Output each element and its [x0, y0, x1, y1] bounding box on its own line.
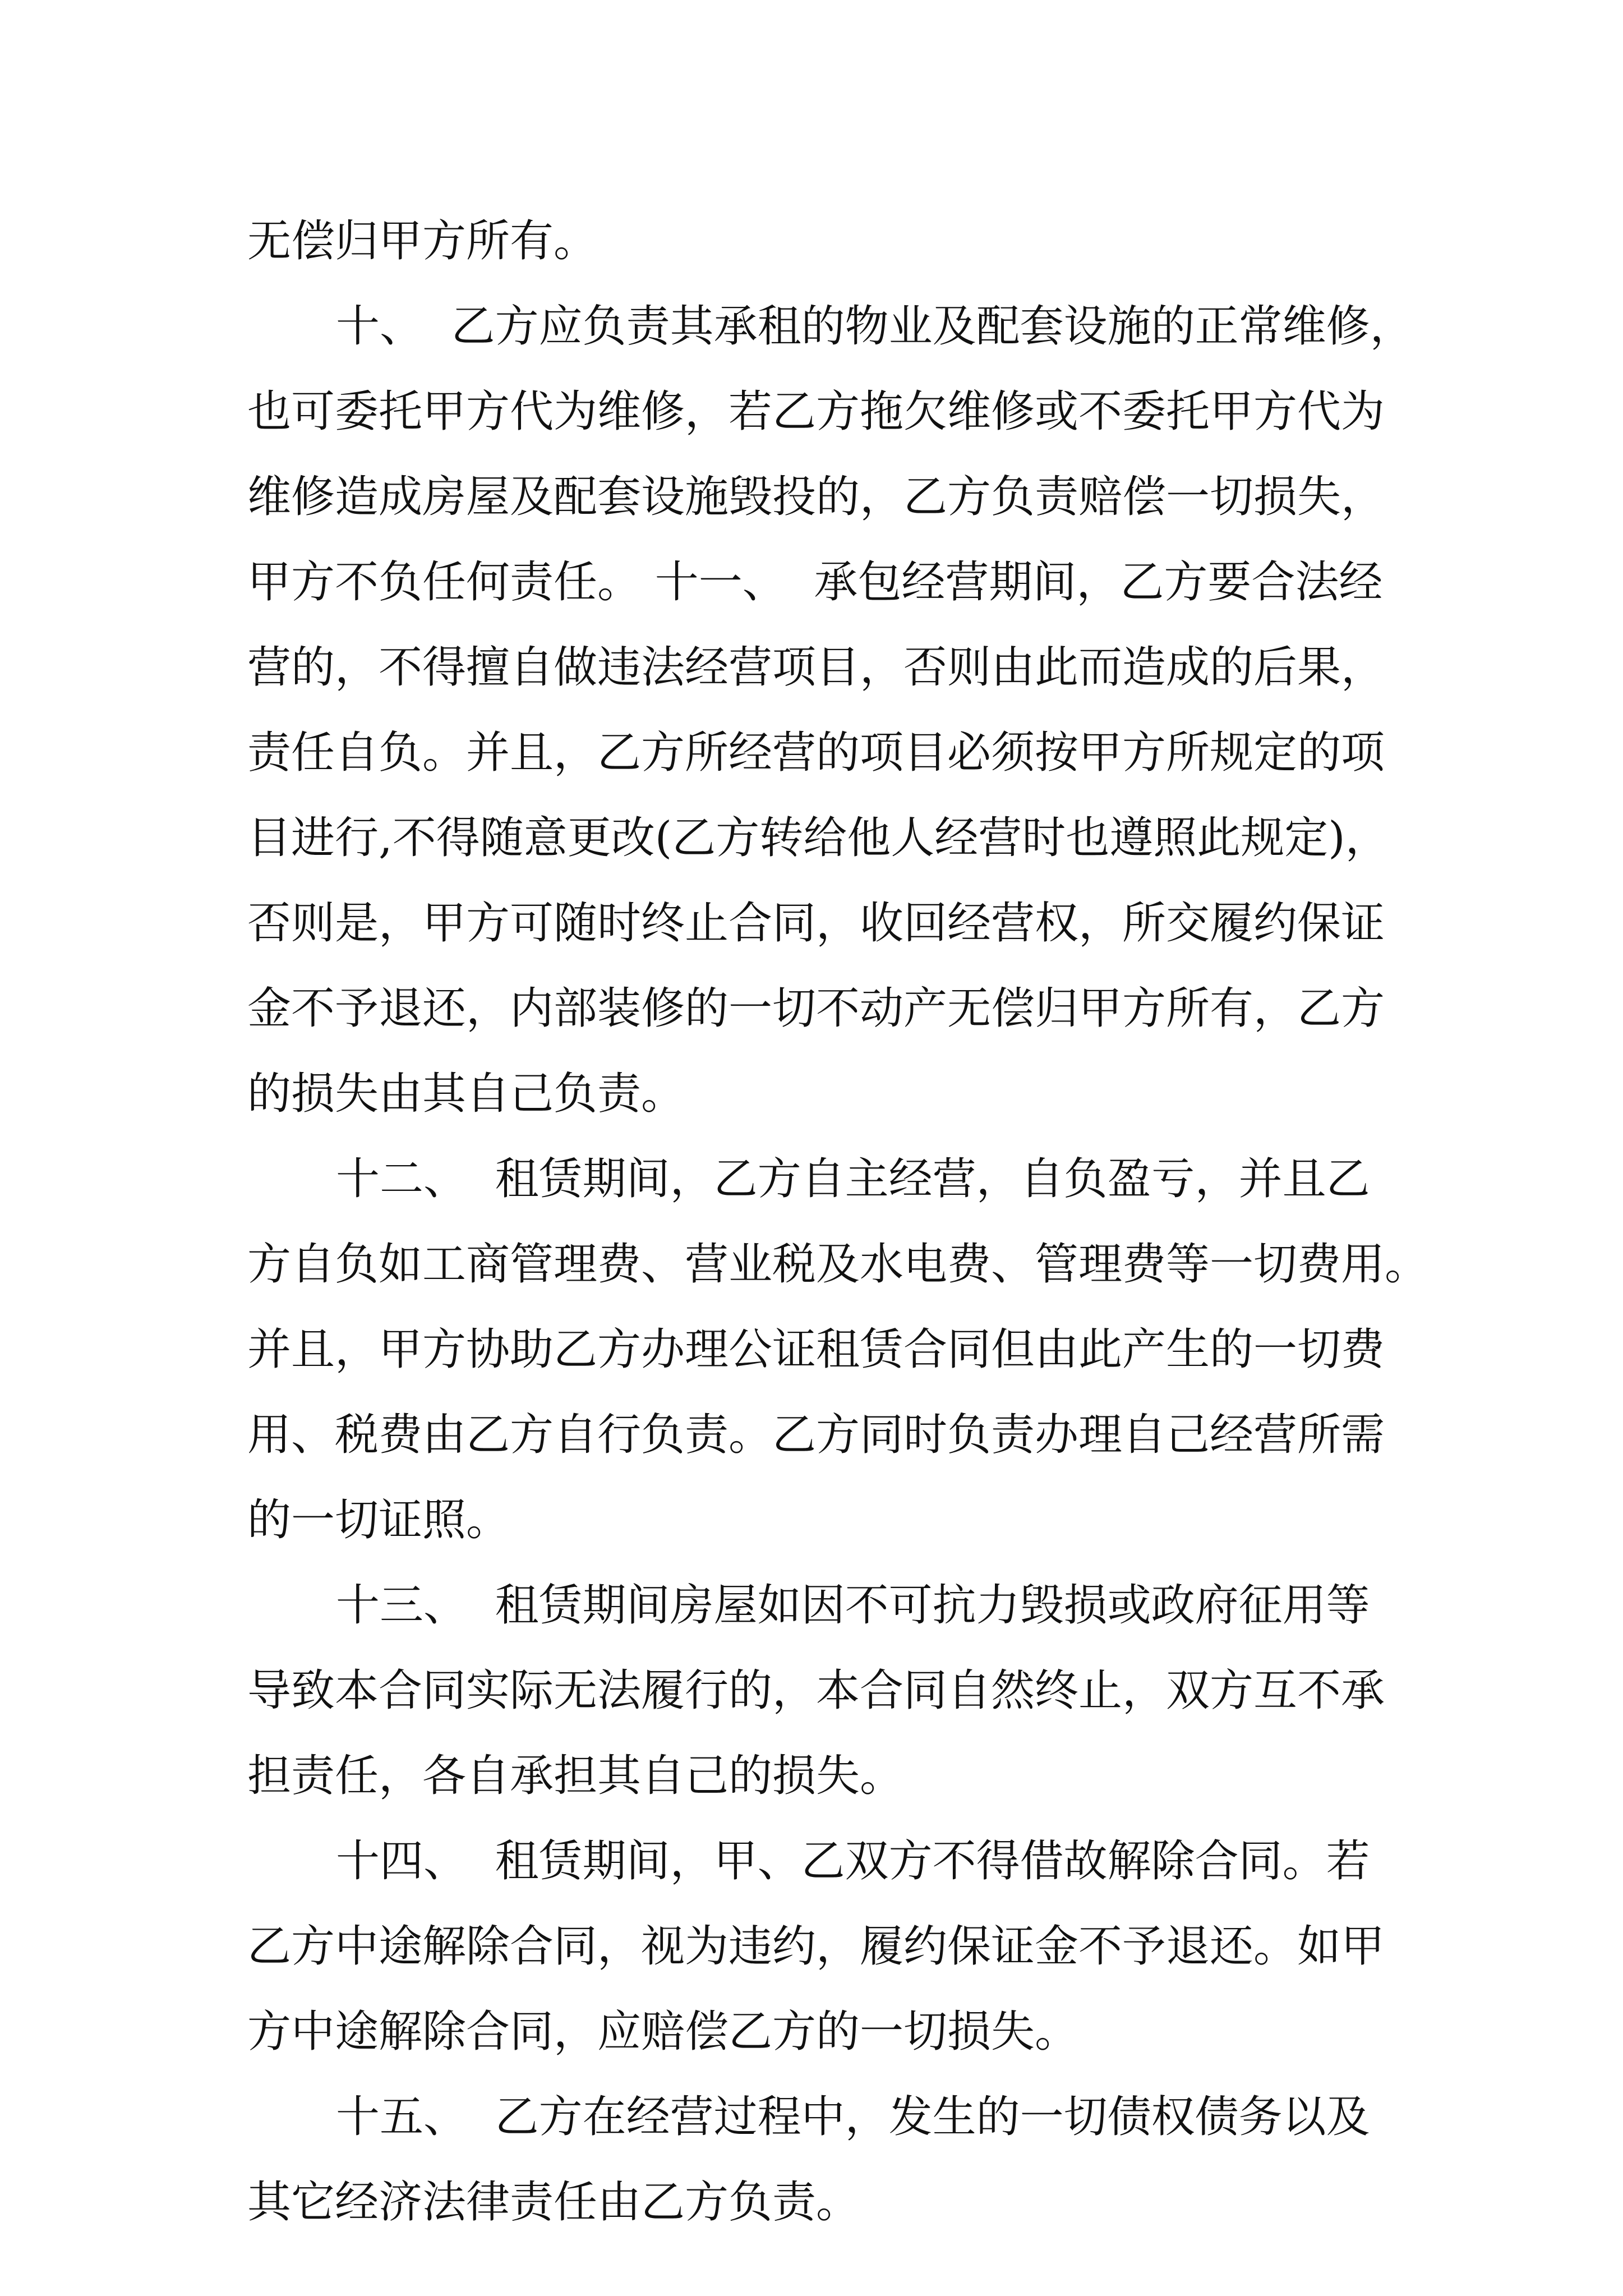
text-line-9: 否则是，甲方可随时终止合同，收回经营权，所交履约保证 [247, 898, 1385, 949]
text-line-15: 用、税费由乙方自行负责。乙方同时负责办理自己经营所需 [247, 1410, 1385, 1460]
text-line-12: 十二、 租赁期间，乙方自主经营，自负盈亏，并且乙 [336, 1154, 1370, 1204]
text-line-21: 乙方中途解除合同，视为违约，履约保证金不予退还。如甲 [247, 1921, 1385, 1972]
text-line-5: 甲方不负任何责任。 十一、 承包经营期间，乙方要合法经 [247, 557, 1383, 608]
text-line-1: 无偿归甲方所有。 [247, 216, 598, 266]
text-line-3: 也可委托甲方代为维修，若乙方拖欠维修或不委托甲方代为 [247, 386, 1385, 437]
text-line-11: 的损失由其自己负责。 [247, 1069, 685, 1119]
text-line-22: 方中途解除合同，应赔偿乙方的一切损失。 [247, 2007, 1079, 2057]
text-line-23: 十五、 乙方在经营过程中，发生的一切债权债务以及 [336, 2092, 1370, 2142]
text-line-17: 十三、 租赁期间房屋如因不可抗力毁损或政府征用等 [336, 1580, 1370, 1631]
text-line-2: 十、 乙方应负责其承租的物业及配套设施的正常维修， [336, 301, 1414, 352]
text-line-19: 担责任，各自承担其自己的损失。 [247, 1751, 904, 1801]
text-line-16: 的一切证照。 [247, 1495, 510, 1545]
text-line-6: 营的，不得擅自做违法经营项目，否则由此而造成的后果， [247, 642, 1385, 693]
text-line-18: 导致本合同实际无法履行的，本合同自然终止，双方互不承 [247, 1665, 1385, 1716]
text-line-20: 十四、 租赁期间，甲、乙双方不得借故解除合同。若 [336, 1836, 1370, 1887]
text-line-7: 责任自负。并且，乙方所经营的项目必须按甲方所规定的项 [247, 728, 1385, 778]
text-line-4: 维修造成房屋及配套设施毁投的，乙方负责赔偿一切损失， [247, 472, 1385, 522]
text-line-10: 金不予退还，内部装修的一切不动产无偿归甲方所有，乙方 [247, 983, 1385, 1034]
text-line-8: 目进行,不得随意更改(乙方转给他人经营时也遵照此规定)， [247, 813, 1389, 863]
text-line-14: 并且，甲方协助乙方办理公证租赁合同但由此产生的一切费 [247, 1324, 1385, 1375]
text-line-24: 其它经济法律责任由乙方负责。 [247, 2177, 860, 2228]
text-line-13: 方自负如工商管理费、营业税及水电费、管理费等一切费用。 [247, 1239, 1429, 1290]
